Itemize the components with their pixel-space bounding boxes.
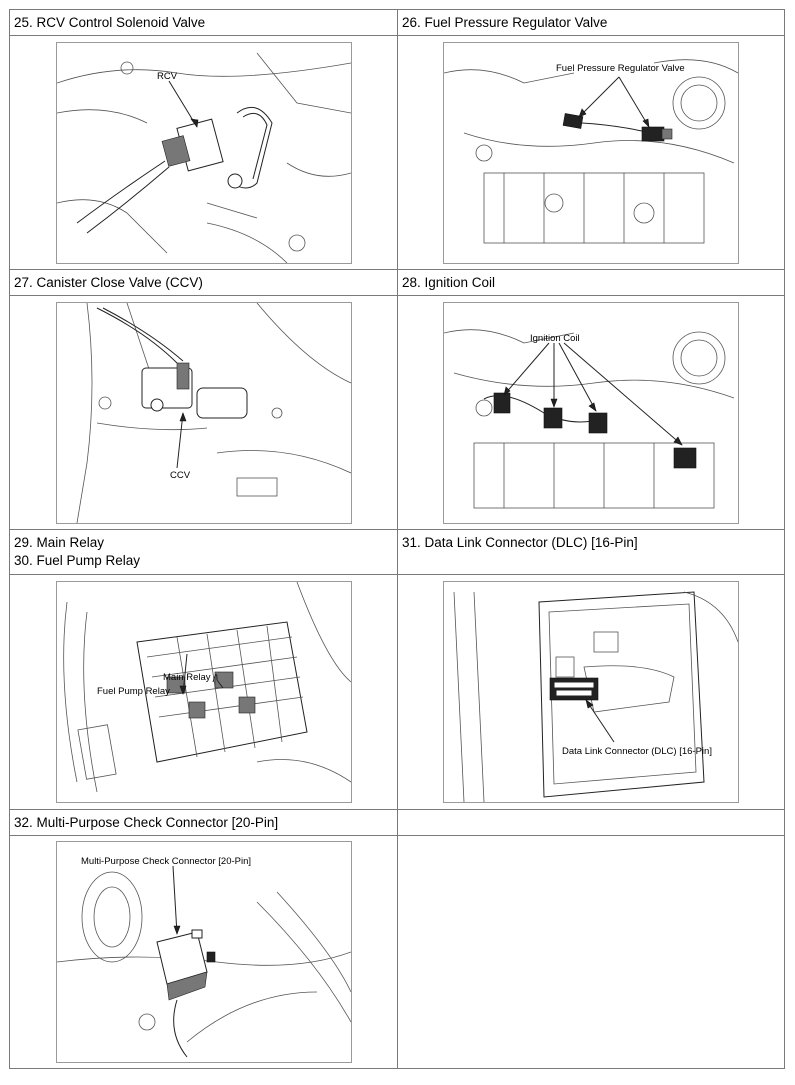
header-fuel-pump-relay: 30. Fuel Pump Relay bbox=[14, 553, 141, 568]
header-main-and-fuel-pump-relay bbox=[9, 529, 398, 575]
relay-box-illustration bbox=[56, 581, 352, 803]
cell-fuel-pressure-figure bbox=[397, 35, 785, 270]
table-row bbox=[9, 9, 785, 35]
multi-purpose-connector-illustration bbox=[56, 841, 352, 1063]
rcv-illustration bbox=[56, 42, 352, 264]
header-fuel-pressure-regulator-valve: 26. Fuel Pressure Regulator Valve bbox=[397, 9, 785, 36]
main-relay-callout-label: Main Relay bbox=[162, 672, 211, 683]
header-main-relay: 29. Main Relay bbox=[14, 535, 105, 550]
cell-rcv-figure bbox=[9, 35, 398, 270]
fuel-pump-relay-callout-label: Fuel Pump Relay bbox=[96, 686, 170, 697]
header-data-link-connector: 31. Data Link Connector (DLC) [16-Pin] bbox=[397, 529, 785, 575]
header-ignition-coil: 28. Ignition Coil bbox=[397, 269, 785, 296]
dlc-illustration bbox=[443, 581, 739, 803]
ccv-callout-label: CCV bbox=[169, 469, 190, 481]
ignition-coil-illustration bbox=[443, 302, 739, 524]
fuel-pressure-regulator-illustration bbox=[443, 42, 739, 264]
cell-empty bbox=[397, 835, 785, 1069]
table-row bbox=[9, 835, 785, 1068]
table-row bbox=[9, 295, 785, 529]
fuel-pressure-callout-label: Fuel Pressure Regulator Valve bbox=[556, 62, 685, 74]
ccv-illustration bbox=[56, 302, 352, 524]
header-rcv-control-solenoid-valve: 25. RCV Control Solenoid Valve bbox=[9, 9, 398, 36]
cell-relay-figure bbox=[9, 574, 398, 810]
header-empty bbox=[397, 809, 785, 836]
table-row bbox=[9, 269, 785, 295]
cell-dlc-figure bbox=[397, 574, 785, 810]
multi-purpose-callout-label: Multi-Purpose Check Connector [20-Pin] bbox=[80, 856, 251, 867]
ignition-coil-callout-label: Ignition Coil bbox=[530, 332, 580, 344]
cell-multi-purpose-figure bbox=[9, 835, 398, 1069]
table-row bbox=[9, 35, 785, 269]
table-row bbox=[9, 529, 785, 574]
header-canister-close-valve: 27. Canister Close Valve (CCV) bbox=[9, 269, 398, 296]
table-row bbox=[9, 809, 785, 835]
cell-ignition-coil-figure bbox=[397, 295, 785, 530]
cell-ccv-figure bbox=[9, 295, 398, 530]
rcv-callout-label: RCV bbox=[156, 70, 177, 82]
dlc-callout-label: Data Link Connector (DLC) [16-Pin] bbox=[562, 746, 712, 757]
component-location-table bbox=[9, 9, 785, 1068]
table-row bbox=[9, 574, 785, 809]
header-multi-purpose-check-connector: 32. Multi-Purpose Check Connector [20-Pin] bbox=[9, 809, 398, 836]
